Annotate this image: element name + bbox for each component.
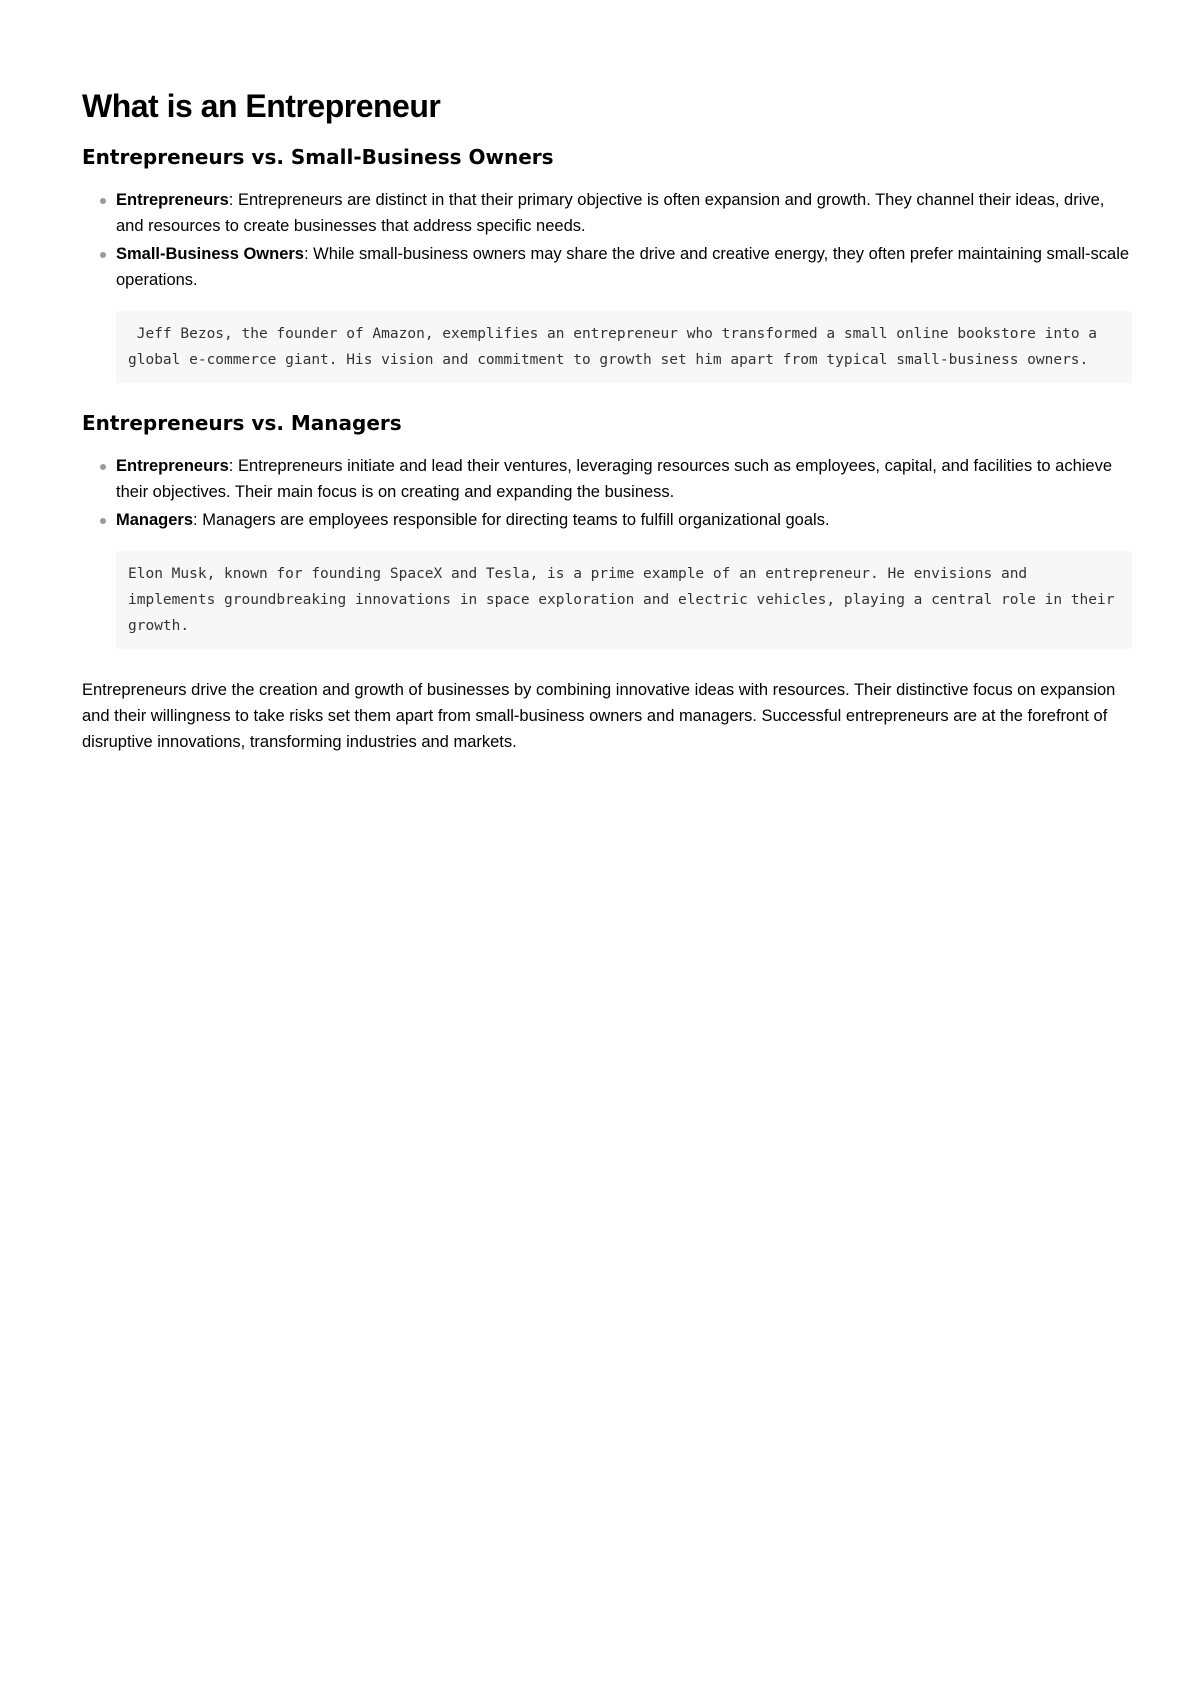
list-item-term: Entrepreneurs xyxy=(116,456,229,475)
section-small-business xyxy=(82,145,1132,383)
list-item-term: Managers xyxy=(116,510,194,529)
list-item-text: : Managers are employees responsible for directing teams to fulfill organizational goals. xyxy=(193,510,830,529)
list-item-text: : While small-business owners may share the drive and creative energy, they often prefer maintaining small-scale operations. xyxy=(116,244,1130,289)
list-item xyxy=(116,241,1132,293)
section-heading: Entrepreneurs vs. Small-Business Owners xyxy=(82,144,554,169)
list-item xyxy=(116,507,1132,533)
example-code-block: Jeff Bezos, the founder of Amazon, exemplifies an entrepreneur who transformed a small online bookstore into a global e-commerce giant. His vision and commitment to growth set him apart from typical small-business owners. xyxy=(116,311,1132,383)
comparison-list xyxy=(82,187,1132,293)
list-item-term: Small-Business Owners xyxy=(116,244,304,263)
summary-paragraph: Entrepreneurs drive the creation and growth of businesses by combining innovative ideas with resources. Their distinctive focus on expansion and their willingness to take risks set them apart from small-business owners and managers. Successful entrepreneurs are at the forefront of disruptive innovations, transforming industries and markets. xyxy=(82,680,1116,751)
comparison-list xyxy=(82,453,1132,533)
list-item-text: : Entrepreneurs are distinct in that their primary objective is often expansion and growth. They channel their ideas, drive, and resources to create businesses that address specific needs. xyxy=(116,190,1105,235)
list-item-term: Entrepreneurs xyxy=(116,190,229,209)
section-managers xyxy=(82,411,1132,649)
section-heading: Entrepreneurs vs. Managers xyxy=(82,410,402,435)
example-code-block: Elon Musk, known for founding SpaceX and Tesla, is a prime example of an entrepreneur. He envisions and implements groundbreaking innovations in space exploration and electric vehicles, playing a central role in their growth. xyxy=(116,551,1132,649)
page-title: What is an Entrepreneur xyxy=(82,88,441,124)
list-item xyxy=(116,187,1132,239)
list-item xyxy=(116,453,1132,505)
list-item-text: : Entrepreneurs initiate and lead their ventures, leveraging resources such as employees, capital, and facilities to achieve their objectives. Their main focus is on creating and expanding the business. xyxy=(116,456,1113,501)
document-page xyxy=(82,88,1132,755)
